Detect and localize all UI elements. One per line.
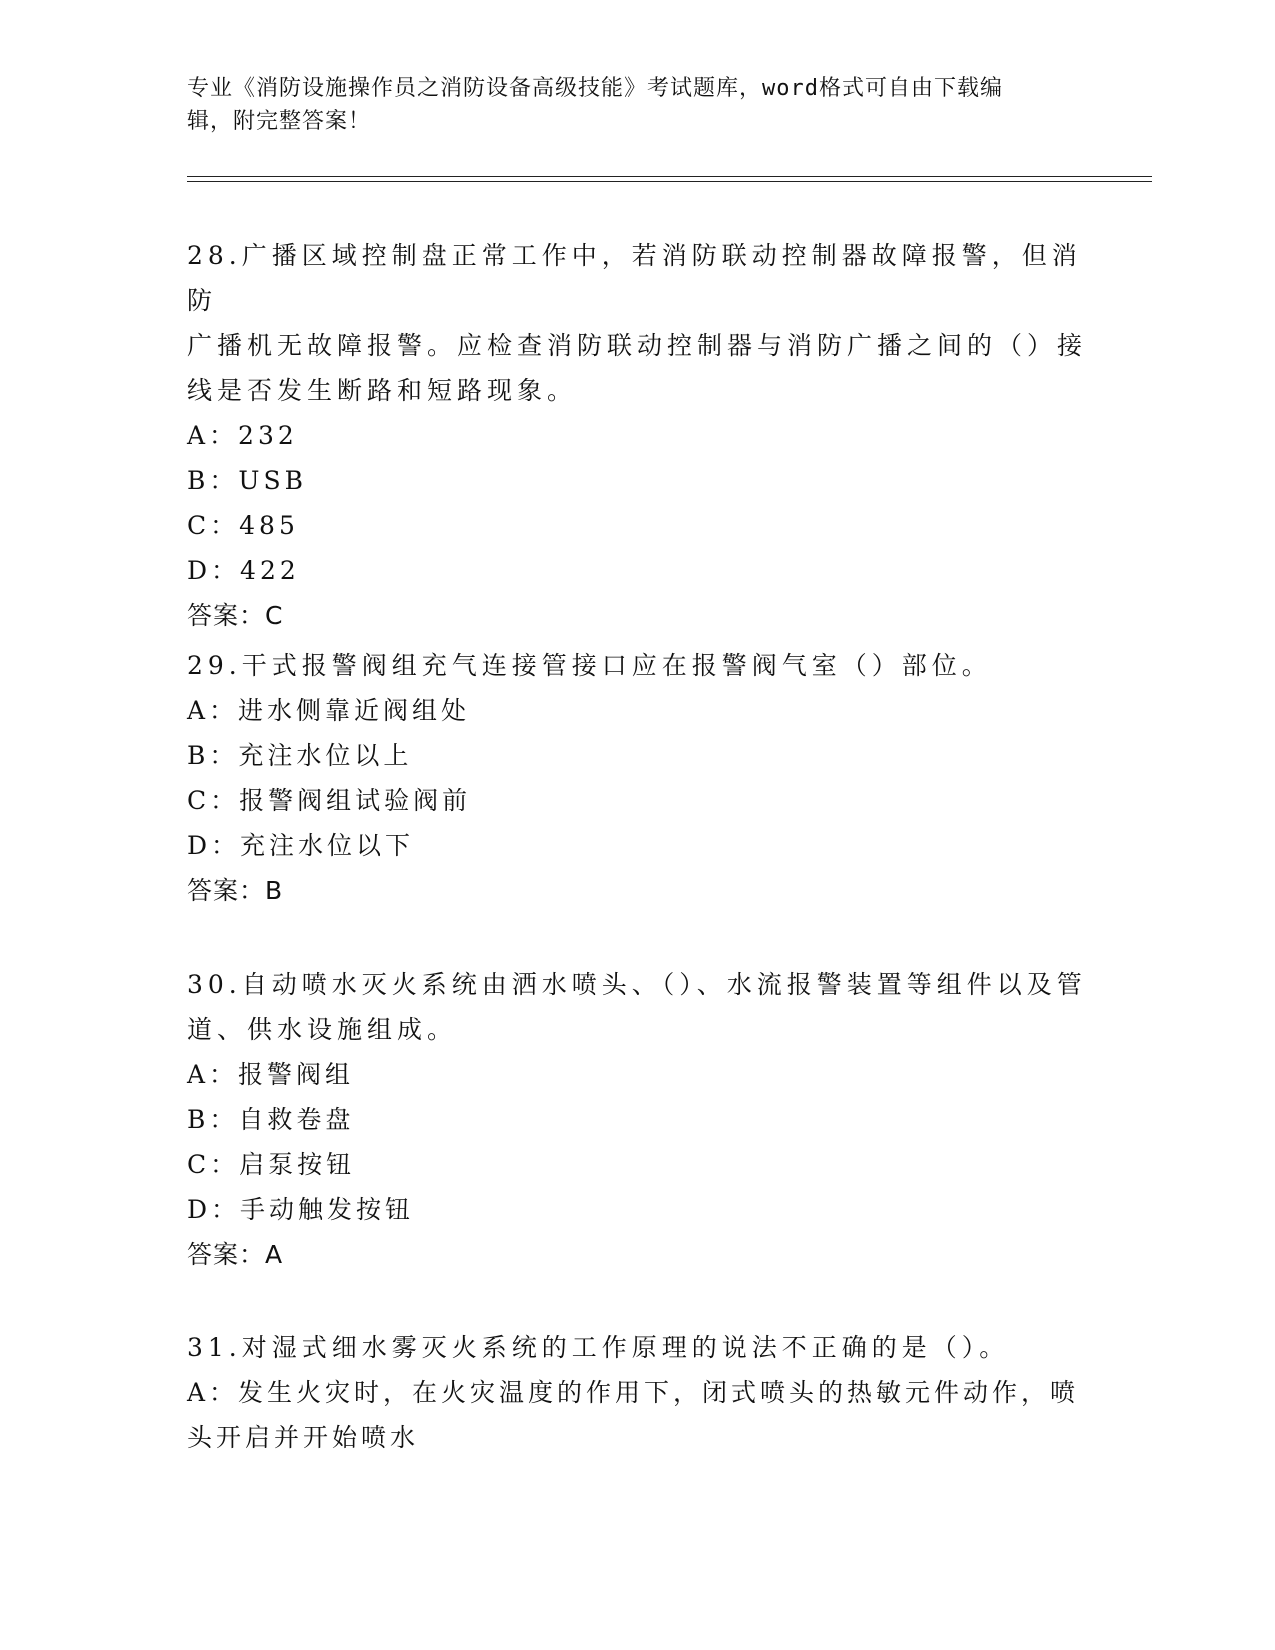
question-stem-line: 30.自动喷水灭火系统由洒水喷头、（）、水流报警装置等组件以及管 [187, 970, 1087, 999]
answer: 答案：C [187, 601, 284, 630]
option-b: B：自救卷盘 [187, 1105, 355, 1134]
question-stem-line: 29.干式报警阀组充气连接管接口应在报警阀气室（）部位。 [187, 651, 992, 680]
option-a: A：报警阀组 [187, 1060, 355, 1089]
question-29 [187, 643, 1087, 913]
header-divider-bottom [187, 181, 1152, 182]
option-d: D：手动触发按钮 [187, 1195, 415, 1224]
option-a: A：发生火灾时，在火灾温度的作用下，闭式喷头的热敏元件动作，喷 [187, 1378, 1080, 1407]
header-divider-top [187, 176, 1152, 177]
question-stem-line: 道、供水设施组成。 [187, 1015, 458, 1044]
option-a-continued: 头开启并开始喷水 [187, 1423, 420, 1452]
option-c: C：485 [187, 511, 299, 540]
question-31 [187, 1325, 1087, 1460]
option-b: B：USB [187, 466, 307, 495]
question-stem-line: 线是否发生断路和短路现象。 [187, 376, 578, 405]
option-a: A：进水侧靠近阀组处 [187, 696, 471, 725]
option-d: D：422 [187, 556, 300, 585]
question-stem-line: 28.广播区域控制盘正常工作中，若消防联动控制器故障报警，但消防 [187, 241, 1082, 315]
option-d: D：充注水位以下 [187, 831, 415, 860]
question-stem-line: 广播机无故障报警。应检查消防联动控制器与消防广播之间的（）接 [187, 331, 1088, 360]
question-stem-line: 31.对湿式细水雾灭火系统的工作原理的说法不正确的是（）。 [187, 1333, 1010, 1362]
option-c: C：启泵按钮 [187, 1150, 356, 1179]
question-28 [187, 233, 1087, 638]
header-line-1: 专业《消防设施操作员之消防设备高级技能》考试题库，word格式可自由下载编 [187, 76, 1003, 101]
option-a: A：232 [187, 421, 298, 450]
question-30 [187, 962, 1087, 1277]
option-c: C：报警阀组试验阀前 [187, 786, 472, 815]
answer: 答案：B [187, 876, 284, 905]
answer: 答案：A [187, 1240, 284, 1269]
header-line-2: 辑，附完整答案！ [187, 109, 372, 134]
option-b: B：充注水位以上 [187, 741, 413, 770]
document-header [187, 72, 1087, 138]
